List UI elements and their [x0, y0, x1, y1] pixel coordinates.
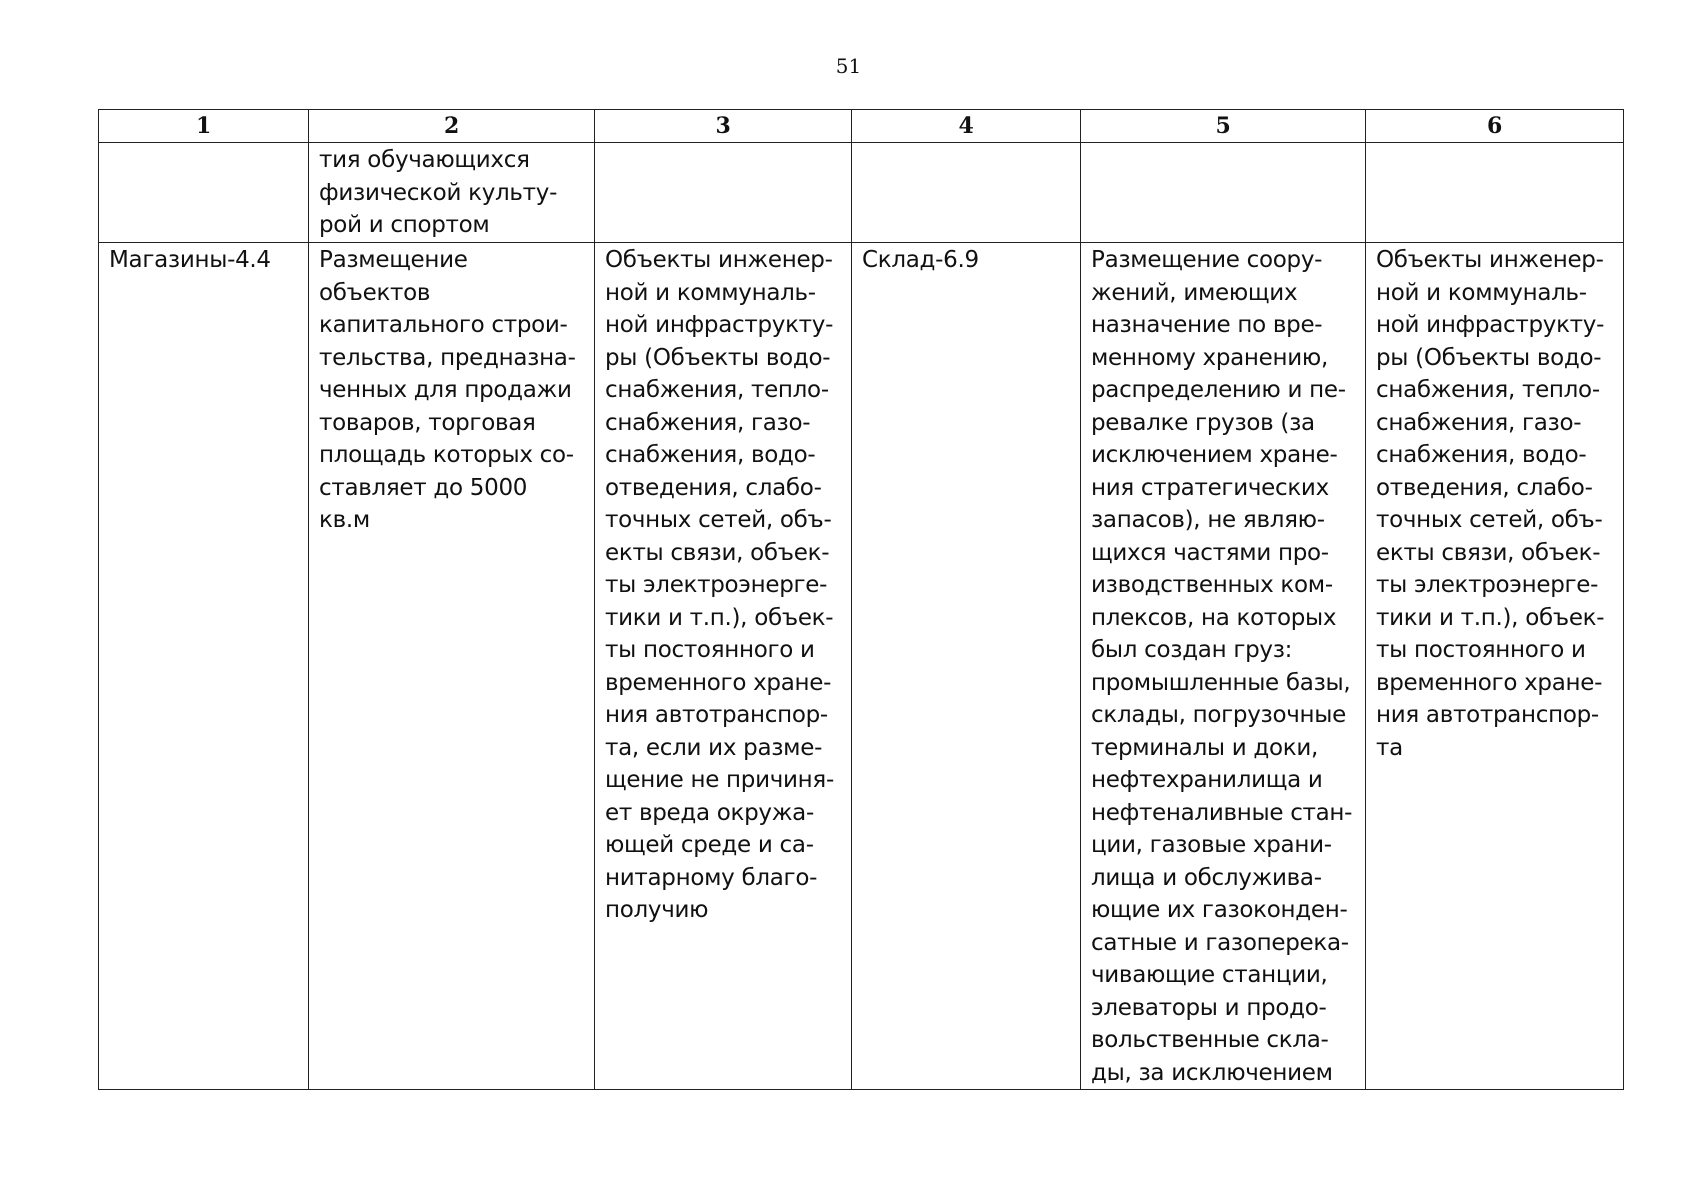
- table-cell: [595, 143, 852, 243]
- table-header-row: [99, 110, 1624, 143]
- table-cell-auxiliary-objects: Объекты инженер- ной и коммуналь- ной инфраструкту- ры (Объекты водо- снабжения, тепло- снабжения, газо- снабжения, водо- отведения, слабо- точных сетей, объ- екты связи, объек- ты электроэнерге- тики и т.п.), объек- ты постоянного и временного хране- ния автотранспор- та, если их разме- щение не причиня- ет вреда окружа- ющей среде и са- нитарному благо- получию: [595, 243, 852, 1090]
- table-cell-auxiliary-objects-2: Объекты инженер- ной и коммуналь- ной инфраструкту- ры (Объекты водо- снабжения, тепло- снабжения, газо- снабжения, водо- отведения, слабо- точных сетей, объ- екты связи, объек- ты электроэнерге- тики и т.п.), объек- ты постоянного и временного хране- ния автотранспор- та: [1366, 243, 1624, 1090]
- column-header-3: 3: [595, 110, 852, 143]
- column-header-1: 1: [99, 110, 309, 143]
- table-cell-permitted-use-continuation: тия обучающихся физической культу- рой и спортом: [309, 143, 595, 243]
- table-cell-use-type-warehouse: Склад-6.9: [852, 243, 1081, 1090]
- page-number: 51: [835, 54, 862, 78]
- column-header-5: 5: [1081, 110, 1366, 143]
- table-cell-warehouse-description: Размещение соору- жений, имеющих назначение по вре- менному хранению, распределению и пе- ревалке грузов (за исключением хране- ния стратегических запасов), не являю- щихся частями про- изводственных ком- плексов, на которых был создан груз: промышленные базы, склады, погрузочные терминалы и доки, нефтехранилища и нефтеналивные стан- ции, газовые храни- лища и обслужива- ющие их газоконден- сатные и газоперека- чивающие станции, элеваторы и продо- вольственные скла- ды, за исключением: [1081, 243, 1366, 1090]
- table-cell: [852, 143, 1081, 243]
- column-header-6: 6: [1366, 110, 1624, 143]
- table-row-continuation: [99, 143, 1624, 243]
- table-cell: [1366, 143, 1624, 243]
- table-row-shops: [99, 243, 1624, 1090]
- column-header-2: 2: [309, 110, 595, 143]
- table-cell: [99, 143, 309, 243]
- table-cell-use-type-shops: Магазины-4.4: [99, 243, 309, 1090]
- column-header-4: 4: [852, 110, 1081, 143]
- zoning-table: [98, 109, 1624, 1090]
- table-cell: [1081, 143, 1366, 243]
- table-cell-shops-description: Размещение объектов капитального строи- тельства, предназна- ченных для продажи товаров, торговая площадь которых со- ставляет до 5000 кв.м: [309, 243, 595, 1090]
